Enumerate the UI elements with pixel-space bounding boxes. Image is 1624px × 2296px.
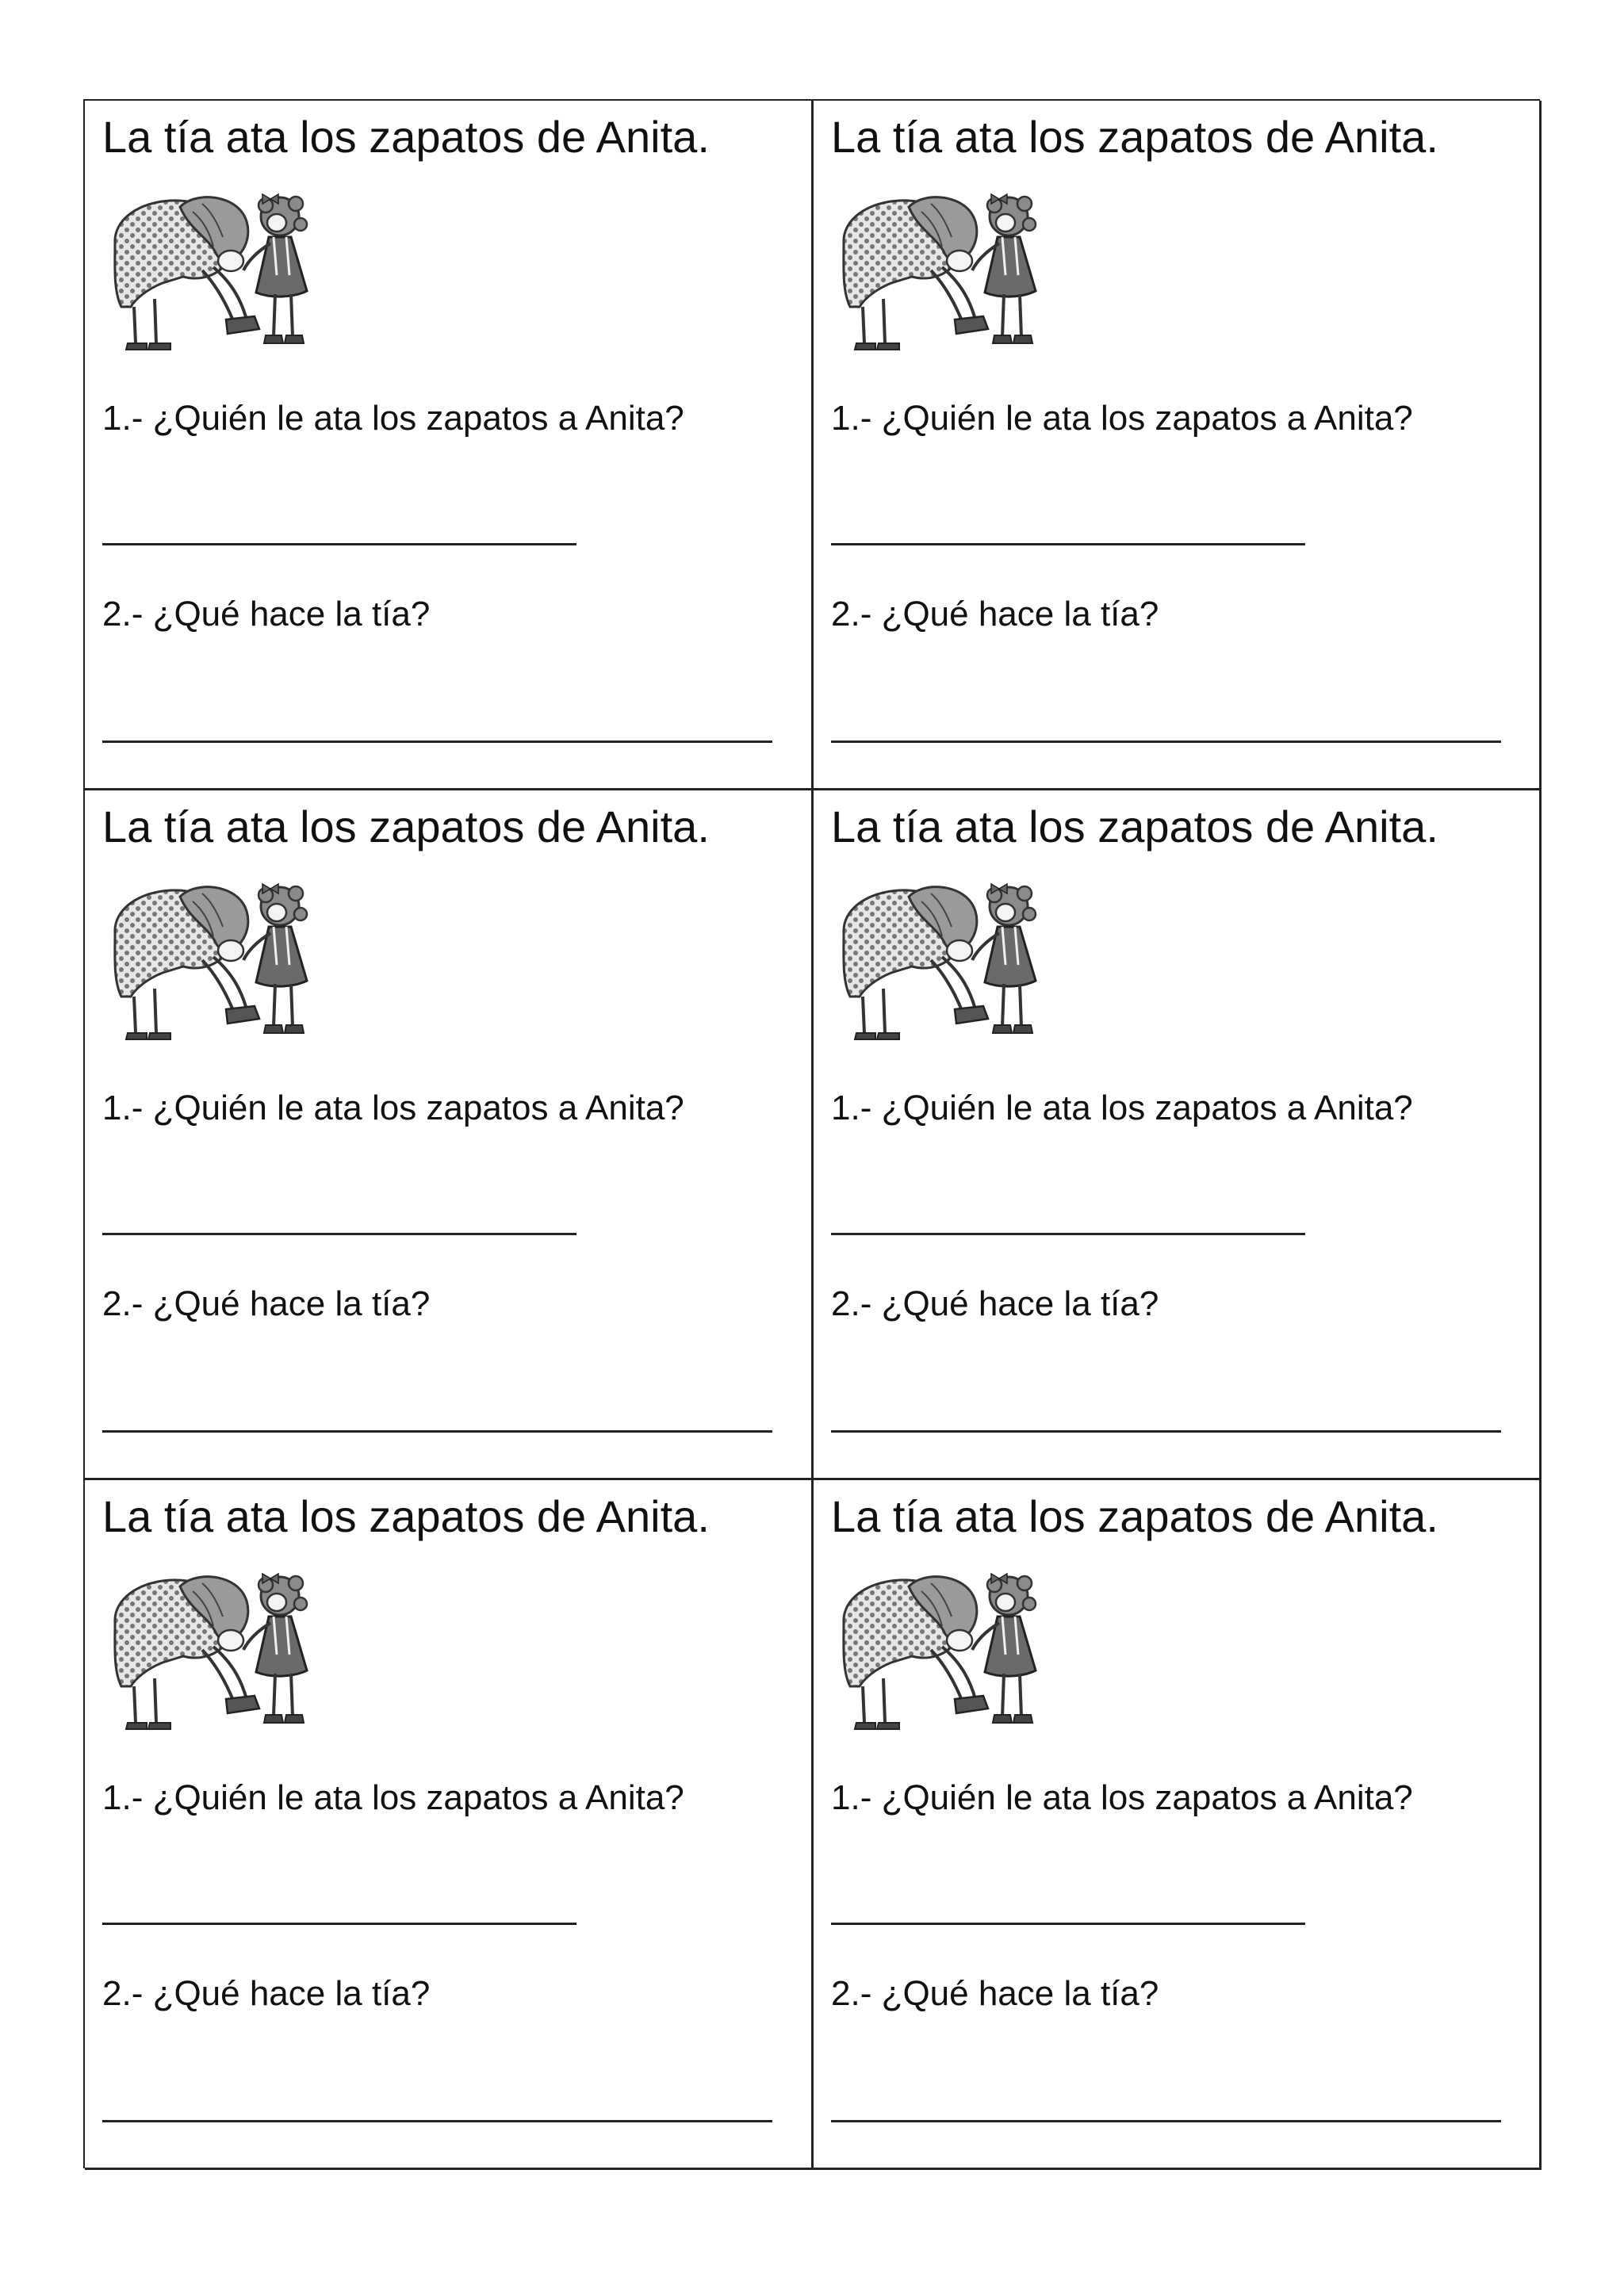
answer-line-2[interactable] — [831, 1430, 1501, 1433]
card-title: La tía ata los zapatos de Anita. — [831, 112, 1438, 162]
card-title: La tía ata los zapatos de Anita. — [102, 1491, 710, 1541]
question-2: 2.- ¿Qué hace la tía? — [831, 1974, 1159, 2013]
question-1: 1.- ¿Quién le ata los zapatos a Anita? — [102, 399, 684, 438]
question-1: 1.- ¿Quién le ata los zapatos a Anita? — [102, 1778, 684, 1817]
answer-line-2[interactable] — [102, 2120, 772, 2122]
aunt-tying-shoes-illustration-icon — [107, 1567, 337, 1734]
aunt-tying-shoes-illustration-icon — [836, 188, 1066, 354]
question-2: 2.- ¿Qué hace la tía? — [102, 1974, 431, 2013]
answer-line-1[interactable] — [831, 1233, 1305, 1235]
aunt-tying-shoes-illustration-icon — [836, 1567, 1066, 1734]
aunt-tying-shoes-illustration-icon — [107, 878, 337, 1044]
answer-line-1[interactable] — [102, 543, 576, 545]
question-2: 2.- ¿Qué hace la tía? — [102, 595, 431, 633]
answer-line-2[interactable] — [831, 2120, 1501, 2122]
card-title: La tía ata los zapatos de Anita. — [102, 112, 710, 162]
question-1: 1.- ¿Quién le ata los zapatos a Anita? — [831, 399, 1413, 438]
answer-line-2[interactable] — [102, 740, 772, 743]
question-1: 1.- ¿Quién le ata los zapatos a Anita? — [831, 1778, 1413, 1817]
question-1: 1.- ¿Quién le ata los zapatos a Anita? — [831, 1089, 1413, 1127]
aunt-tying-shoes-illustration-icon — [107, 188, 337, 354]
question-2: 2.- ¿Qué hace la tía? — [831, 1284, 1159, 1323]
worksheet-card — [85, 101, 814, 790]
card-title: La tía ata los zapatos de Anita. — [102, 802, 710, 851]
answer-line-1[interactable] — [102, 1923, 576, 1925]
aunt-tying-shoes-illustration-icon — [836, 878, 1066, 1044]
worksheet-card — [85, 1480, 814, 2170]
card-title: La tía ata los zapatos de Anita. — [831, 1491, 1438, 1541]
worksheet-card — [814, 790, 1542, 1480]
question-1: 1.- ¿Quién le ata los zapatos a Anita? — [102, 1089, 684, 1127]
answer-line-1[interactable] — [102, 1233, 576, 1235]
answer-line-2[interactable] — [831, 740, 1501, 743]
worksheet-card — [85, 790, 814, 1480]
worksheet-grid — [83, 99, 1540, 2168]
answer-line-2[interactable] — [102, 1430, 772, 1433]
question-2: 2.- ¿Qué hace la tía? — [102, 1284, 431, 1323]
answer-line-1[interactable] — [831, 1923, 1305, 1925]
worksheet-card — [814, 1480, 1542, 2170]
answer-line-1[interactable] — [831, 543, 1305, 545]
worksheet-card — [814, 101, 1542, 790]
question-2: 2.- ¿Qué hace la tía? — [831, 595, 1159, 633]
card-title: La tía ata los zapatos de Anita. — [831, 802, 1438, 851]
